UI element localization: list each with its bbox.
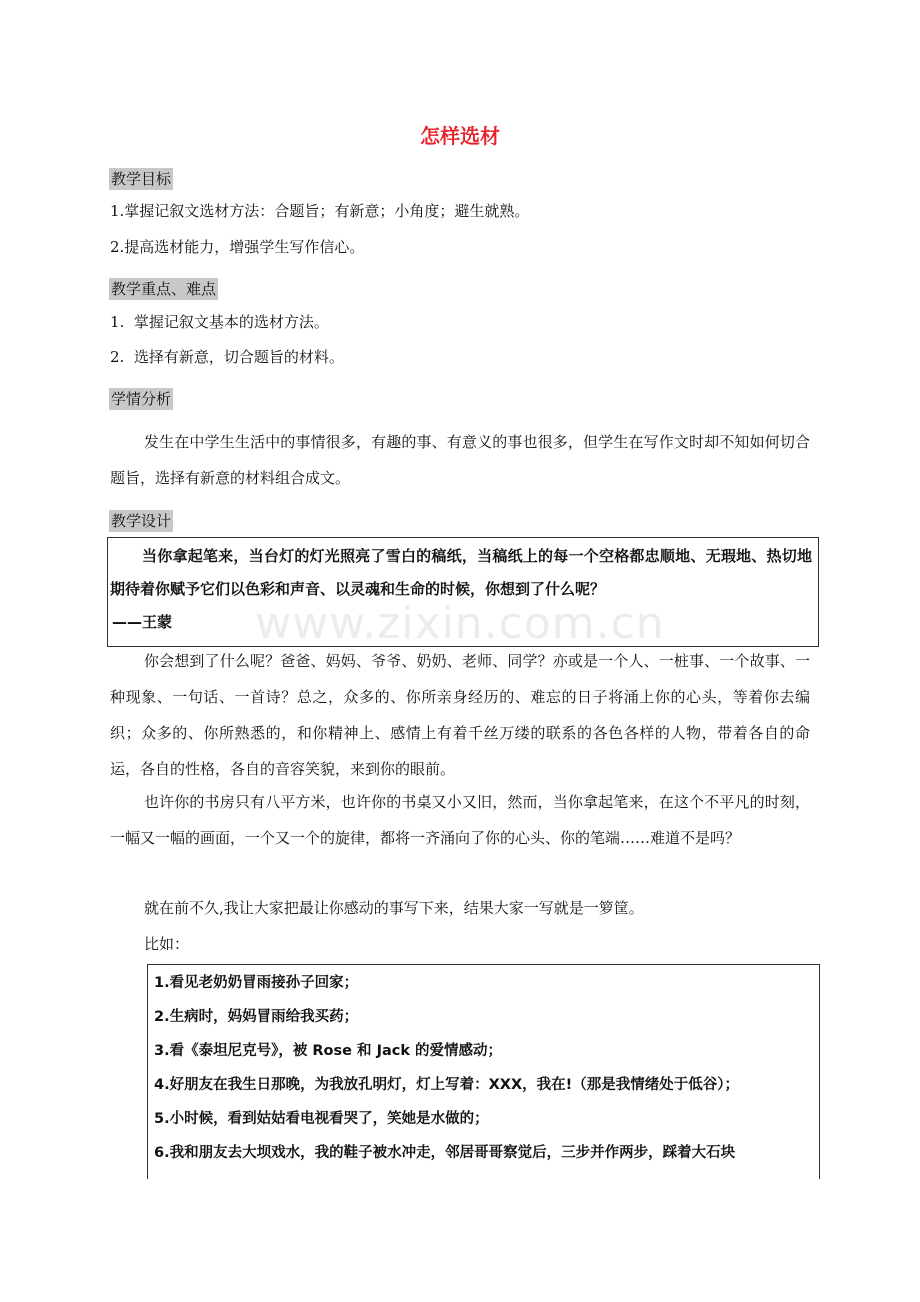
key-point-item-2: 2. 选择有新意，切合题旨的材料。 bbox=[110, 348, 344, 366]
example-item-3: 3.看《泰坦尼克号》，被 Rose 和 Jack 的爱情感动； bbox=[154, 1043, 503, 1059]
analysis-paragraph: 发生在中学生生活中的事情很多，有趣的事、有意义的事也很多，但学生在写作文时却不知如何切合题旨，选择有新意的材料组合成文。 bbox=[110, 433, 810, 487]
heading-key-points: 教学重点、难点 bbox=[111, 280, 217, 298]
quote-author: ——王蒙 bbox=[112, 613, 173, 631]
heading-analysis: 学情分析 bbox=[111, 390, 172, 408]
design-paragraph-2: 也许你的书房只有八平方米，也许你的书桌又小又旧，然而，当你拿起笔来，在这个不平凡的时刻，一幅又一幅的画面，一个又一个的旋律，都将一齐涌向了你的心头、你的笔端……难道不是吗？ bbox=[110, 793, 810, 847]
example-item-2: 2.生病时，妈妈冒雨给我买药； bbox=[154, 1009, 359, 1025]
key-point-item-1: 1. 掌握记叙文基本的选材方法。 bbox=[110, 313, 329, 331]
heading-design: 教学设计 bbox=[111, 512, 172, 530]
page-title: 怎样选材 bbox=[420, 124, 500, 148]
example-item-6: 6.我和朋友去大坝戏水，我的鞋子被水冲走，邻居哥哥察觉后，三步并作两步，踩着大石块 bbox=[154, 1145, 736, 1161]
example-item-1: 1.看见老奶奶冒雨接孙子回家； bbox=[154, 975, 359, 991]
quote-text: 当你拿起笔来，当台灯的灯光照亮了雪白的稿纸，当稿纸上的每一个空格都忠顺地、无瑕地、热切地期待着你赋予它们以色彩和声音、以灵魂和生命的时候，你想到了什么呢？ bbox=[110, 547, 812, 598]
design-paragraph-1: 你会想到了什么呢？爸爸、妈妈、爷爷、奶奶、老师、同学？亦或是一个人、一桩事、一个故事、一种现象、一句话、一首诗？总之，众多的、你所亲身经历的、难忘的日子将涌上你的心头，等着你去编织；众多的、你所熟悉的，和你精神上、感情上有着千丝万缕的联系的各色各样的人物，带着各自的命运，各自的性格，各自的音容笑貌，来到你的眼前。 bbox=[110, 652, 810, 778]
objective-item-1: 1.掌握记叙文选材方法：合题旨；有新意；小角度；避生就熟。 bbox=[110, 202, 530, 220]
example-item-5: 5.小时候，看到姑姑看电视看哭了，笑她是水做的； bbox=[154, 1111, 489, 1127]
example-item-4: 4.好朋友在我生日那晚，为我放孔明灯，灯上写着：XXX，我在!（那是我情绪处于低谷）； bbox=[154, 1077, 739, 1093]
objective-item-2: 2.提高选材能力，增强学生写作信心。 bbox=[110, 238, 365, 256]
design-paragraph-3: 就在前不久,我让大家把最让你感动的事写下来，结果大家一写就是一箩筐。 bbox=[144, 899, 644, 917]
design-paragraph-4: 比如： bbox=[144, 935, 190, 953]
watermark: www.zixin.com.cn bbox=[255, 598, 665, 649]
heading-objectives: 教学目标 bbox=[111, 170, 172, 188]
